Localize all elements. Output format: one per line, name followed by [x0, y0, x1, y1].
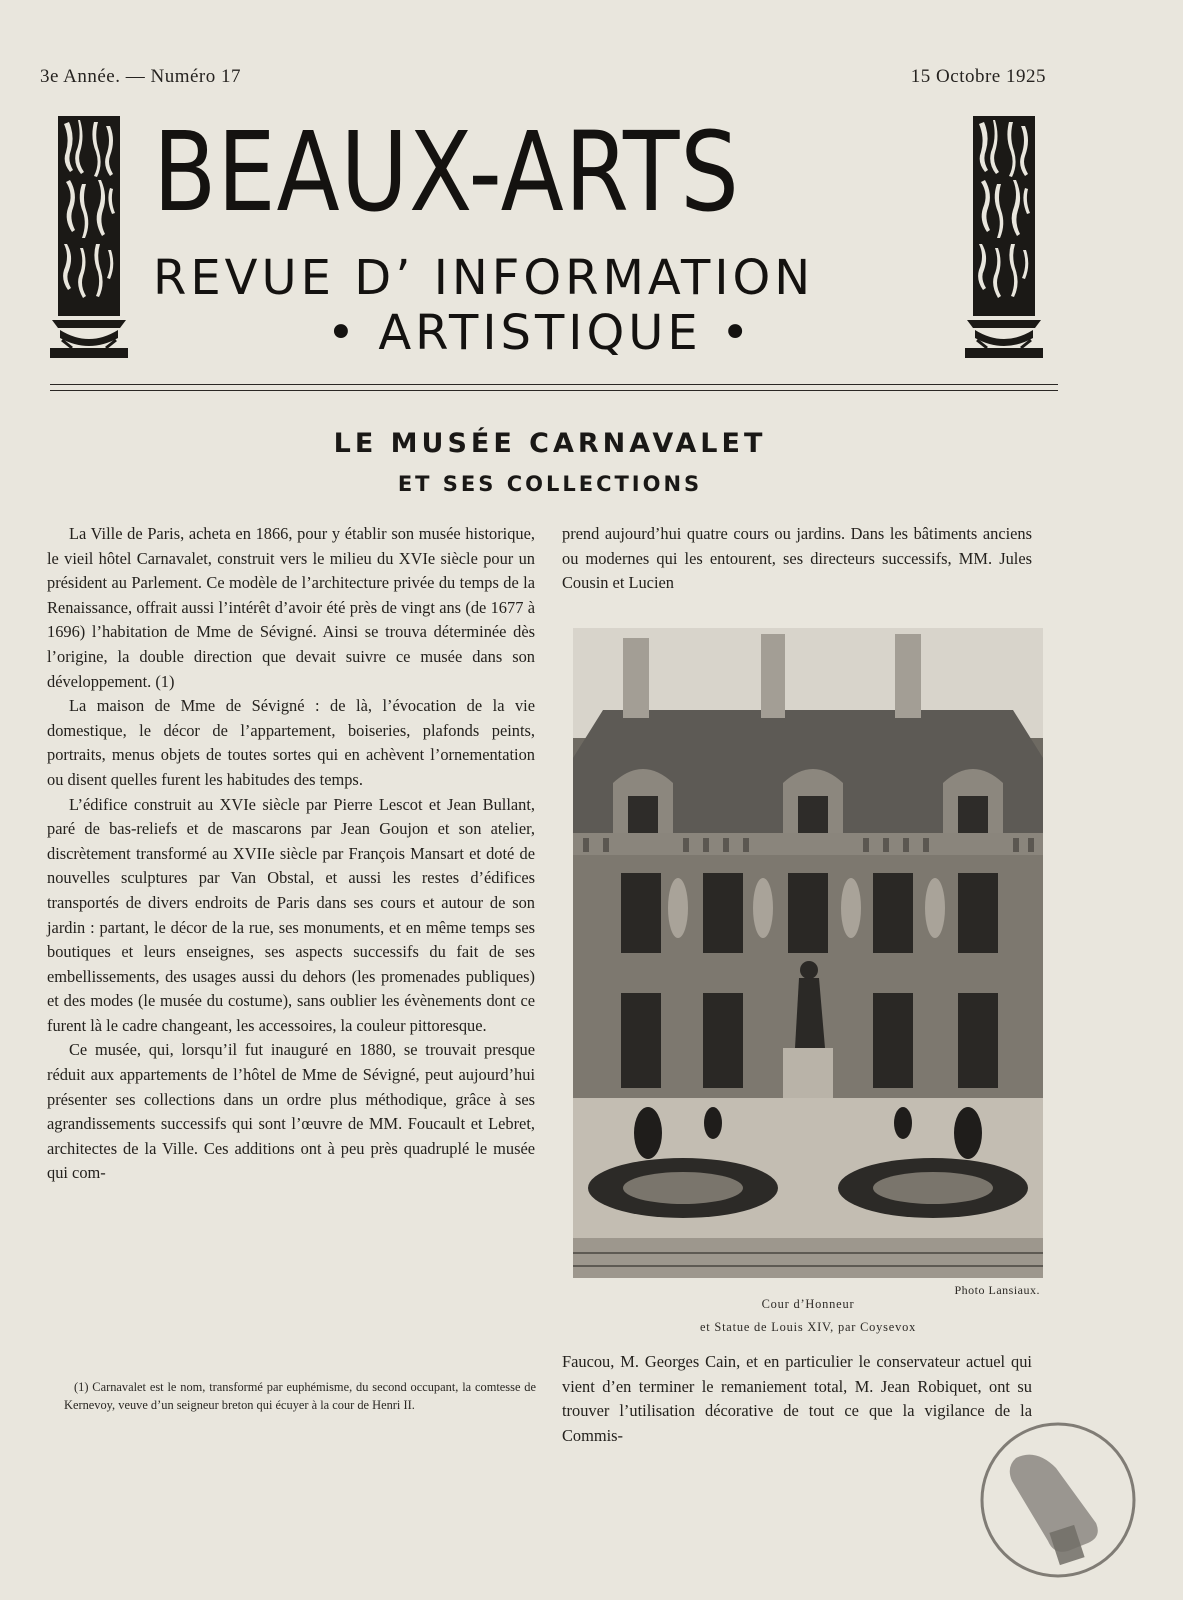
footnote-text: (1) Carnavalet est le nom, transformé par euphémisme, du second occupant, la comtesse de Kernevoy, veuve d’un seigneur breton qui écuyer à la cour de Henri II. [64, 1380, 536, 1412]
masthead-rule-bottom [50, 390, 1058, 391]
right-decorative-column-icon [963, 112, 1045, 365]
magazine-title: BEAUX-ARTS [153, 108, 740, 236]
photo-credit: Photo Lansiaux. [954, 1283, 1040, 1297]
article-subtitle: ET SES COLLECTIONS [397, 472, 703, 496]
paragraph: Faucou, M. Georges Cain, et en particulier le conservateur actuel qui vient d’en terminer le remaniement total, M. Jean Robiquet, ont su trouver l’utilisation décorative de tout ce que la vigilance de la Commis- [562, 1352, 1032, 1445]
article-right-column-bottom [562, 1350, 1032, 1448]
library-stamp-icon [976, 1418, 1141, 1583]
magazine-subtitle-line2: • ARTISTIQUE • [326, 305, 754, 361]
footnote [64, 1378, 536, 1414]
issue-number: 3e Année. — Numéro 17 [40, 66, 241, 87]
paragraph: prend aujourd’hui quatre cours ou jardins. Dans les bâtiments anciens ou modernes qui les entourent, ses directeurs successifs, MM. Jules Cousin et Lucien [562, 524, 1032, 593]
photo-caption-line1: Cour d’Honneur [761, 1297, 855, 1311]
left-decorative-column-icon [48, 112, 130, 365]
paragraph: La Ville de Paris, acheta en 1866, pour y établir son musée historique, le vieil hôtel Carnavalet, construit vers le milieu du XVIe siècle pour un président au Parlement. Ce modèle de l’architecture privée du temps de la Renaissance, offrait aussi l’intérêt d’avoir été près de vingt ans (de 1677 à 1696) l’habitation de Mme de Sévigné. Ainsi se trouva déterminée dès l’origine, la double direction que devait suivre ce musée dans son développement. (1) [47, 524, 535, 691]
magazine-subtitle-line1: REVUE D’ INFORMATION [153, 250, 815, 306]
paragraph: Ce musée, qui, lorsqu’il fut inauguré en 1880, se trouvait presque réduit aux appartements de l’hôtel de Mme de Sévigné, peut aujourd’hui présenter ses collections dans un ordre plus méthodique, grâce à ses agrandissements successifs qui sont l’œuvre de MM. Foucault et Lebret, architectes de la Ville. Ces additions ont à peu près quadruplé le musée qui com- [47, 1040, 535, 1183]
article-left-column [47, 522, 535, 1186]
paragraph: La maison de Mme de Sévigné : de là, l’évocation de la vie domestique, le décor de l’appartement, boiseries, plafonds peints, portraits, menus objets de toutes sortes qui en achèvent l’ornementation ou disent quelles furent les habitudes des temps. [47, 696, 535, 789]
courtyard-photograph [573, 628, 1043, 1278]
masthead-rule-top [50, 384, 1058, 385]
photo-caption-line2: et Statue de Louis XIV, par Coysevox [699, 1320, 917, 1334]
article-title: LE MUSÉE CARNAVALET [333, 428, 767, 459]
paragraph: L’édifice construit au XVIe siècle par Pierre Lescot et Jean Bullant, paré de bas-reliefs et de mascarons par Jean Goujon et son atelier, discrètement transformé au XVIIe siècle par François Mansart et doté de nouvelles sculptures par Van Obstal, et aussi les restes d’édifices transportés de divers endroits de Paris dans ses cours et autour de son jardin : partant, le décor de la rue, ses monuments, et en même temps ses boutiques et leurs enseignes, ses aspects successifs du fait de ses embellissements, des usages aussi du dehors (les promenades publiques) et des modes (le musée du costume), sans oublier les évènements dont ce furent là le cadre changeant, les accessoires, la couleur pittoresque. [47, 794, 535, 1035]
issue-date: 15 Octobre 1925 [910, 66, 1046, 87]
article-right-column-top [562, 522, 1032, 596]
